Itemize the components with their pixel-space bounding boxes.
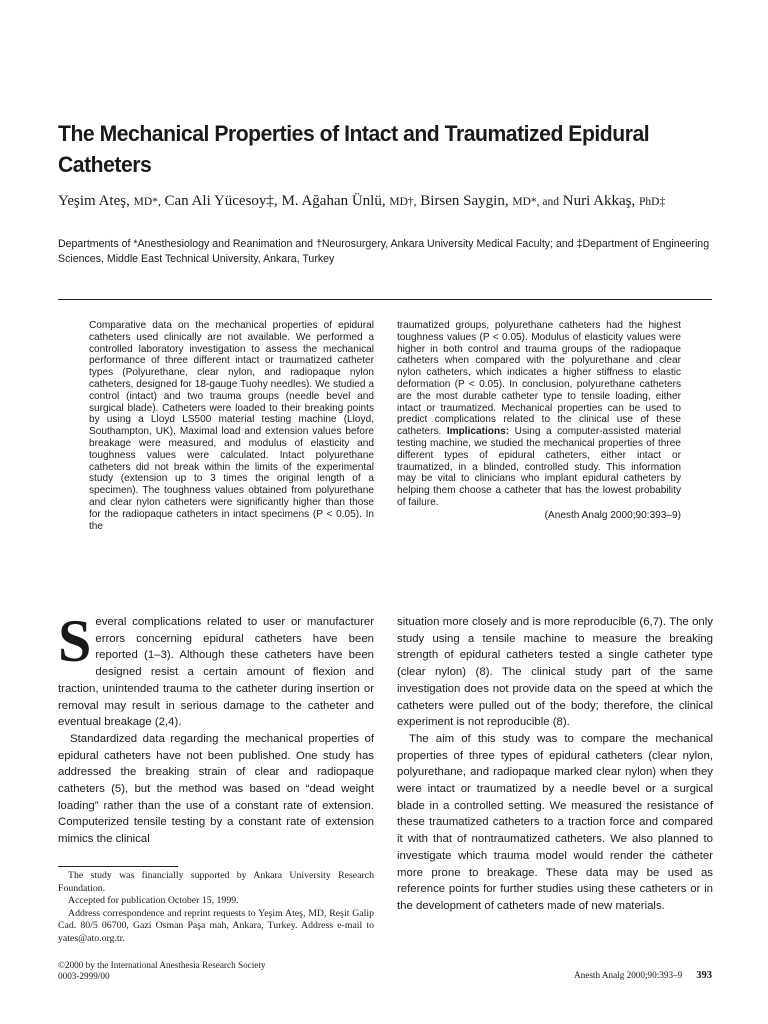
- header-divider: [58, 299, 712, 300]
- page-number: 393: [696, 970, 712, 981]
- article-title: The Mechanical Properties of Intact and Traumatized Epidural Catheters: [58, 121, 650, 177]
- journal-citation: Anesth Analg 2000;90:393–9: [574, 970, 683, 980]
- author-name: Birsen Saygin,: [420, 193, 509, 209]
- page-footer: [574, 970, 712, 981]
- footnote-divider: [58, 866, 178, 867]
- author-degree: MD†,: [389, 196, 417, 208]
- copyright-text: ©2000 by the International Anesthesia Research Society: [58, 960, 266, 970]
- abstract-right-column: [397, 320, 681, 522]
- author-name: Yeşim Ateş,: [58, 193, 130, 209]
- author-degree: MD*,: [133, 196, 161, 208]
- footnote-funding: The study was financially supported by Ankara University Research Foundation.: [58, 870, 374, 894]
- drop-cap: S: [58, 608, 92, 674]
- body-paragraph: Standardized data regarding the mechanical properties of epidural catheters have not been published. One study has addressed the breaking strain of clear and radiopaque catheters (5), but the method was based on “dead weight loading” rather than the use of a constant rate of extension. Computerized tensile testing by a constant rate of extension mimics the clinical: [58, 732, 374, 846]
- author-name: M. Ağahan Ünlü,: [281, 193, 386, 209]
- abstract-citation: (Anesth Analg 2000;90:393–9): [544, 509, 681, 521]
- body-right-column: [397, 614, 713, 915]
- copyright-block: [58, 960, 358, 982]
- author-list: [58, 191, 718, 213]
- footnotes: [58, 870, 374, 946]
- author-degree: PhD‡: [639, 196, 666, 208]
- affiliations: Departments of *Anesthesiology and Reanimation and †Neurosurgery, Ankara University Medical Faculty; and ‡Department of Engineering Sciences, Middle East Technical University, Ankara, Turkey: [58, 238, 710, 265]
- issn-code: 0003-2999/00: [58, 971, 110, 981]
- abstract-left-column: Comparative data on the mechanical properties of epidural catheters used clinically are not available. We performed a controlled laboratory investigation to assess the mechanical performance of three different intact or traumatized catheter types (Polyurethane, clear nylon, and radiopaque nylon catheters, designed for 18-gauge Tuohy needles). We studied a control (intact) and two trauma groups (needle bevel and surgical blade). Catheters were loaded to their breaking points by using a Lloyd LS500 material testing machine (Lloyd, Southampton, UK). Maximal load and extension values before breakage were measured, and modulus of elasticity and toughness values were calculated. Intact polyurethane catheters did not break within the limits of the experimental study (extension up to 3 times the original length of a specimen). The toughness values obtained from polyurethane and clear nylon catheters were significantly higher than those for the radiopaque catheters in intact specimens (P < 0.05). In the: [89, 320, 374, 532]
- footnote-correspondence: Address correspondence and reprint requests to Yeşim Ateş, MD, Reşit Galip Cad. 80/5 06700, Gazi Osman Paşa mah, Ankara, Turkey. Address e-mail to yates@ato.org.tr.: [58, 907, 374, 944]
- body-left-column: [58, 608, 374, 848]
- author-degree: MD*, and: [512, 196, 559, 208]
- implications-label: Implications:: [446, 426, 510, 438]
- implications-text: Using a computer-assisted material testing machine, we studied the mechanical properties of three different types of epidural catheters, either intact or traumatized, in a blinded, controlled study. This information may be vital to clinicians who implant epidural catheters by helping them choose a catheter that has the lowest probability of failure.: [397, 426, 682, 508]
- body-paragraph: [58, 608, 374, 731]
- footnote-accepted: Accepted for publication October 15, 1999.: [68, 895, 239, 907]
- body-paragraph: situation more closely and is more reproducible (6,7). The only study using a tensile machine to measure the breaking strength of epidural catheters tested a single catheter type (clear nylon) (8). The clinical study part of the same investigation does not provide data on the speed at which the catheters were pulled out of the body; therefore, the clinical experiment is not reproducible (8).: [397, 616, 713, 729]
- author-name: Can Ali Yücesoy‡,: [164, 193, 278, 209]
- paragraph-text: everal complications related to user or manufacturer errors concerning epidural catheters have been reported (1–3). Although these catheters have been designed resist a certain amount of flexion and traction, unintended trauma to the catheter during insertion or removal may result in serious damage to the catheter and eventual breakage (2,4).: [58, 616, 374, 729]
- author-name: Nuri Akkaş,: [562, 193, 636, 209]
- abstract-text: traumatized groups, polyurethane catheters had the highest toughness values (P < 0.05). Modulus of elasticity values were higher in both control and trauma groups of the radiopaque catheters when compared with the polyurethane and clear nylon catheters, which indicates a higher stiffness to elastic deformation (P < 0.05). In conclusion, polyurethane catheters are the most durable catheter type to tensile loading, either intact or traumatized. Mechanical properties can be used to predict complications related to the clinical use of these catheters.: [397, 320, 681, 438]
- body-paragraph: The aim of this study was to compare the mechanical properties of three types of epidural catheters (clear nylon, polyurethane, and radiopaque marked clear nylon) when they were intact or traumatized by a needle bevel or a surgical blade in a controlled setting. We measured the resistance of these traumatized catheters to a traction force and compared it with that of nontraumatized catheters. We also planned to investigate which trauma model would render the catheter more prone to breakage. These data may be used as reference points for further studies using these catheters or in the development of catheters made of new materials.: [397, 732, 713, 912]
